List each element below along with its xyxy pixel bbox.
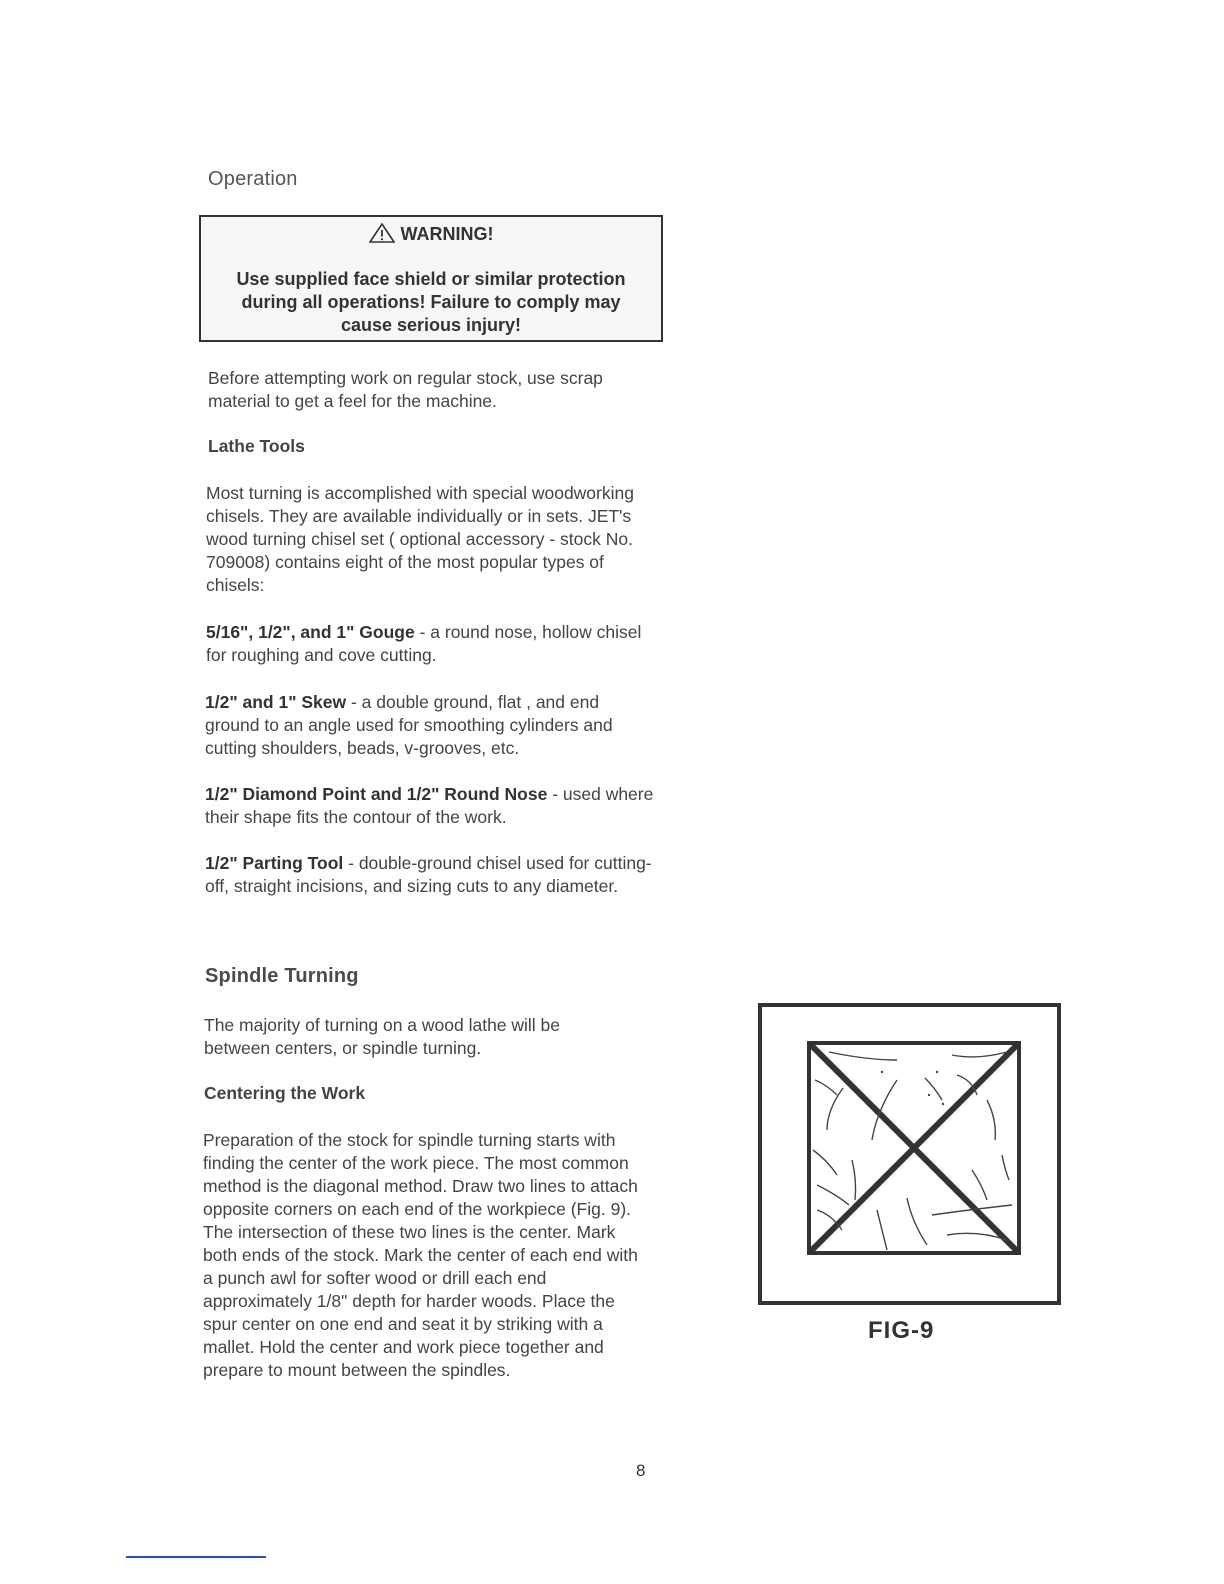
- bottom-rule: [126, 1556, 266, 1558]
- diamond-point-description: - used where their shape fits the contour of the work.: [205, 784, 654, 827]
- spindle-turning-paragraph: The majority of turning on a wood lathe will be between centers, or spindle turning.: [204, 1015, 561, 1058]
- gouge-description: - a round nose, hollow chisel for roughing and cove cutting.: [206, 622, 642, 665]
- skew-item: [205, 691, 655, 760]
- figure-9-drawing: [757, 1000, 1063, 1308]
- skew-term: 1/2" and 1" Skew: [205, 692, 347, 712]
- skew-description: - a double ground, flat , and end ground to an angle used for smoothing cylinders and cutting shoulders, beads, v-grooves, etc.: [205, 692, 613, 758]
- warning-triangle-icon: [369, 223, 395, 243]
- spindle-turning-heading: Spindle Turning: [205, 965, 359, 987]
- intro-paragraph: Before attempting work on regular stock, use scrap material to get a feel for the machine.: [208, 368, 603, 411]
- warning-text: Use supplied face shield or similar protection during all operations! Failure to comply may cause serious injury!: [236, 269, 626, 335]
- operation-heading: Operation: [208, 168, 298, 190]
- parting-tool-item: [205, 852, 655, 898]
- parting-tool-term: 1/2" Parting Tool: [205, 853, 344, 873]
- figure-9-label: FIG-9: [868, 1317, 935, 1344]
- parting-tool-description: - double-ground chisel used for cutting-off, straight incisions, and sizing cuts to any diameter.: [205, 853, 652, 896]
- centering-heading: Centering the Work: [204, 1083, 366, 1103]
- gouge-term: 5/16", 1/2", and 1" Gouge: [206, 622, 415, 642]
- warning-box: [199, 215, 663, 342]
- lathe-tools-paragraph: Most turning is accomplished with special woodworking chisels. They are available individually or in sets. JET's wood turning chisel set ( optional accessory - stock No. 709008) contains eight of the most popular types of chisels:: [206, 483, 634, 595]
- figure-9: [757, 1000, 1063, 1308]
- gouge-item: [206, 621, 656, 667]
- warning-title: WARNING!: [400, 224, 494, 244]
- diamond-point-term: 1/2" Diamond Point and 1/2" Round Nose: [205, 784, 548, 804]
- lathe-tools-heading: Lathe Tools: [208, 436, 305, 456]
- centering-paragraph: Preparation of the stock for spindle turning starts with finding the center of the work piece. The most common method is the diagonal method. Draw two lines to attach opposite corners on each end of the workpiece (Fig. 9). The intersection of these two lines is the center. Mark both ends of the stock. Mark the center of each end with a punch awl for softer wood or drill each end approximately 1/8" depth for harder woods. Place the spur center on one end and seat it by striking with a mallet. Hold the center and work piece together and prepare to mount between the spindles.: [203, 1130, 638, 1380]
- warning-title-row: [201, 223, 661, 245]
- page-number: 8: [636, 1461, 646, 1480]
- diamond-point-item: [205, 783, 655, 829]
